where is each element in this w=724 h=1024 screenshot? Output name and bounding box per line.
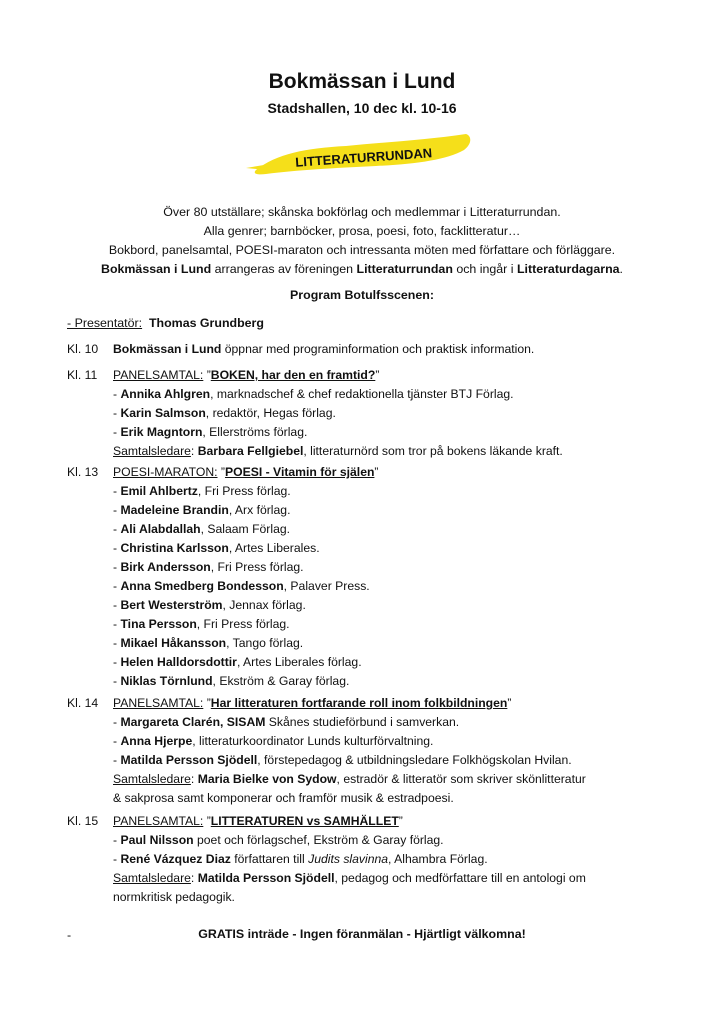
participant: - Mikael Håkansson, Tango förlag. bbox=[113, 636, 304, 650]
participant: - Margareta Clarén, SISAM Skånes studieförbund i samverkan. bbox=[113, 715, 460, 729]
participant: - Emil Ahlbertz, Fri Press förlag. bbox=[113, 484, 291, 498]
session-title: POESI-MARATON: ”POESI - Vitamin för själen” bbox=[113, 465, 379, 479]
participant: - Paul Nilsson poet och förlagschef, Ekström & Garay förlag. bbox=[113, 833, 444, 847]
moderator: Samtalsledare: Matilda Persson Sjödell, pedagog och medförfattare till en antologi om bbox=[113, 871, 586, 885]
program-heading: Program Botulfsscenen: bbox=[290, 288, 434, 302]
time-label: Kl. 11 bbox=[67, 368, 98, 382]
moderator-continued: & sakprosa samt komponerar och framför musik & estradpoesi. bbox=[113, 791, 454, 805]
participant: - Ali Alabdallah, Salaam Förlag. bbox=[113, 522, 291, 536]
participant: - Anna Smedberg Bondesson, Palaver Press. bbox=[113, 579, 370, 593]
session-title: PANELSAMTAL: ”Har litteraturen fortfarande roll inom folkbildningen” bbox=[113, 696, 512, 710]
participant: - Erik Magntorn, Ellerströms förlag. bbox=[113, 425, 308, 439]
participant: - Anna Hjerpe, litteraturkoordinator Lunds kulturförvaltning. bbox=[113, 734, 434, 748]
footer-text: GRATIS inträde - Ingen föranmälan - Hjärtligt välkomna! bbox=[198, 927, 526, 941]
footer-dash: - bbox=[67, 928, 72, 942]
program-item-kl14 bbox=[67, 694, 687, 804]
intro-line-4: Bokmässan i Lund arrangeras av föreningen Litteraturrundan och ingår i Litteraturdagarna. bbox=[101, 262, 623, 276]
program-item-kl10: Kl. 10 Bokmässan i Lund öppnar med programinformation och praktisk information. bbox=[67, 340, 687, 360]
intro-line-3: Bokbord, panelsamtal, POESI-maraton och intressanta möten med författare och förläggare. bbox=[108, 243, 616, 257]
participant: - Tina Persson, Fri Press förlag. bbox=[113, 617, 290, 631]
moderator-continued: normkritisk pedagogik. bbox=[113, 890, 235, 904]
time-label: Kl. 15 bbox=[67, 814, 99, 828]
presenter-line: - Presentatör: Thomas Grundberg bbox=[67, 316, 264, 330]
participant: - Matilda Persson Sjödell, förstepedagog & utbildningsledare Folkhögskolan Hvilan. bbox=[113, 753, 572, 767]
participant: - Niklas Törnlund, Ekström & Garay förlag. bbox=[113, 674, 350, 688]
session-title: PANELSAMTAL: ”LITTERATUREN vs SAMHÄLLET” bbox=[113, 814, 403, 828]
session-title: PANELSAMTAL: ”BOKEN, har den en framtid?” bbox=[113, 368, 380, 382]
time-label: Kl. 10 bbox=[67, 342, 99, 356]
participant: - Helen Halldorsdottir, Artes Liberales förlag. bbox=[113, 655, 362, 669]
participant: - Christina Karlsson, Artes Liberales. bbox=[113, 541, 320, 555]
page-title: Bokmässan i Lund bbox=[268, 70, 456, 93]
page-subtitle: Stadshallen, 10 dec kl. 10-16 bbox=[267, 100, 457, 116]
participant: - Madeleine Brandin, Arx förlag. bbox=[113, 503, 291, 517]
participant: - René Vázquez Diaz författaren till Judits slavinna, Alhambra Förlag. bbox=[113, 852, 488, 866]
intro-line-2: Alla genrer; barnböcker, prosa, poesi, foto, facklitteratur… bbox=[203, 224, 521, 238]
participant: - Bert Westerström, Jennax förlag. bbox=[113, 598, 306, 612]
participant: - Annika Ahlgren, marknadschef & chef redaktionella tjänster BTJ Förlag. bbox=[113, 387, 514, 401]
program-item-kl15 bbox=[67, 812, 687, 912]
time-label: Kl. 14 bbox=[67, 696, 99, 710]
moderator: Samtalsledare: Maria Bielke von Sydow, estradör & litteratör som skriver skönlitteratur bbox=[113, 772, 586, 786]
program-item-kl13 bbox=[67, 463, 687, 693]
program-item-kl11 bbox=[67, 366, 687, 458]
logo-text: LITTERATURRUNDAN bbox=[294, 145, 433, 170]
intro-line-1: Över 80 utställare; skånska bokförlag och medlemmar i Litteraturrundan. bbox=[163, 205, 561, 219]
intro-text bbox=[40, 203, 684, 279]
participant: - Karin Salmson, redaktör, Hegas förlag. bbox=[113, 406, 336, 420]
participant: - Birk Andersson, Fri Press förlag. bbox=[113, 560, 304, 574]
moderator: Samtalsledare: Barbara Fellgiebel, litteraturnörd som tror på bokens läkande kraft. bbox=[113, 444, 563, 458]
litteraturrundan-logo bbox=[236, 120, 476, 180]
time-label: Kl. 13 bbox=[67, 465, 99, 479]
